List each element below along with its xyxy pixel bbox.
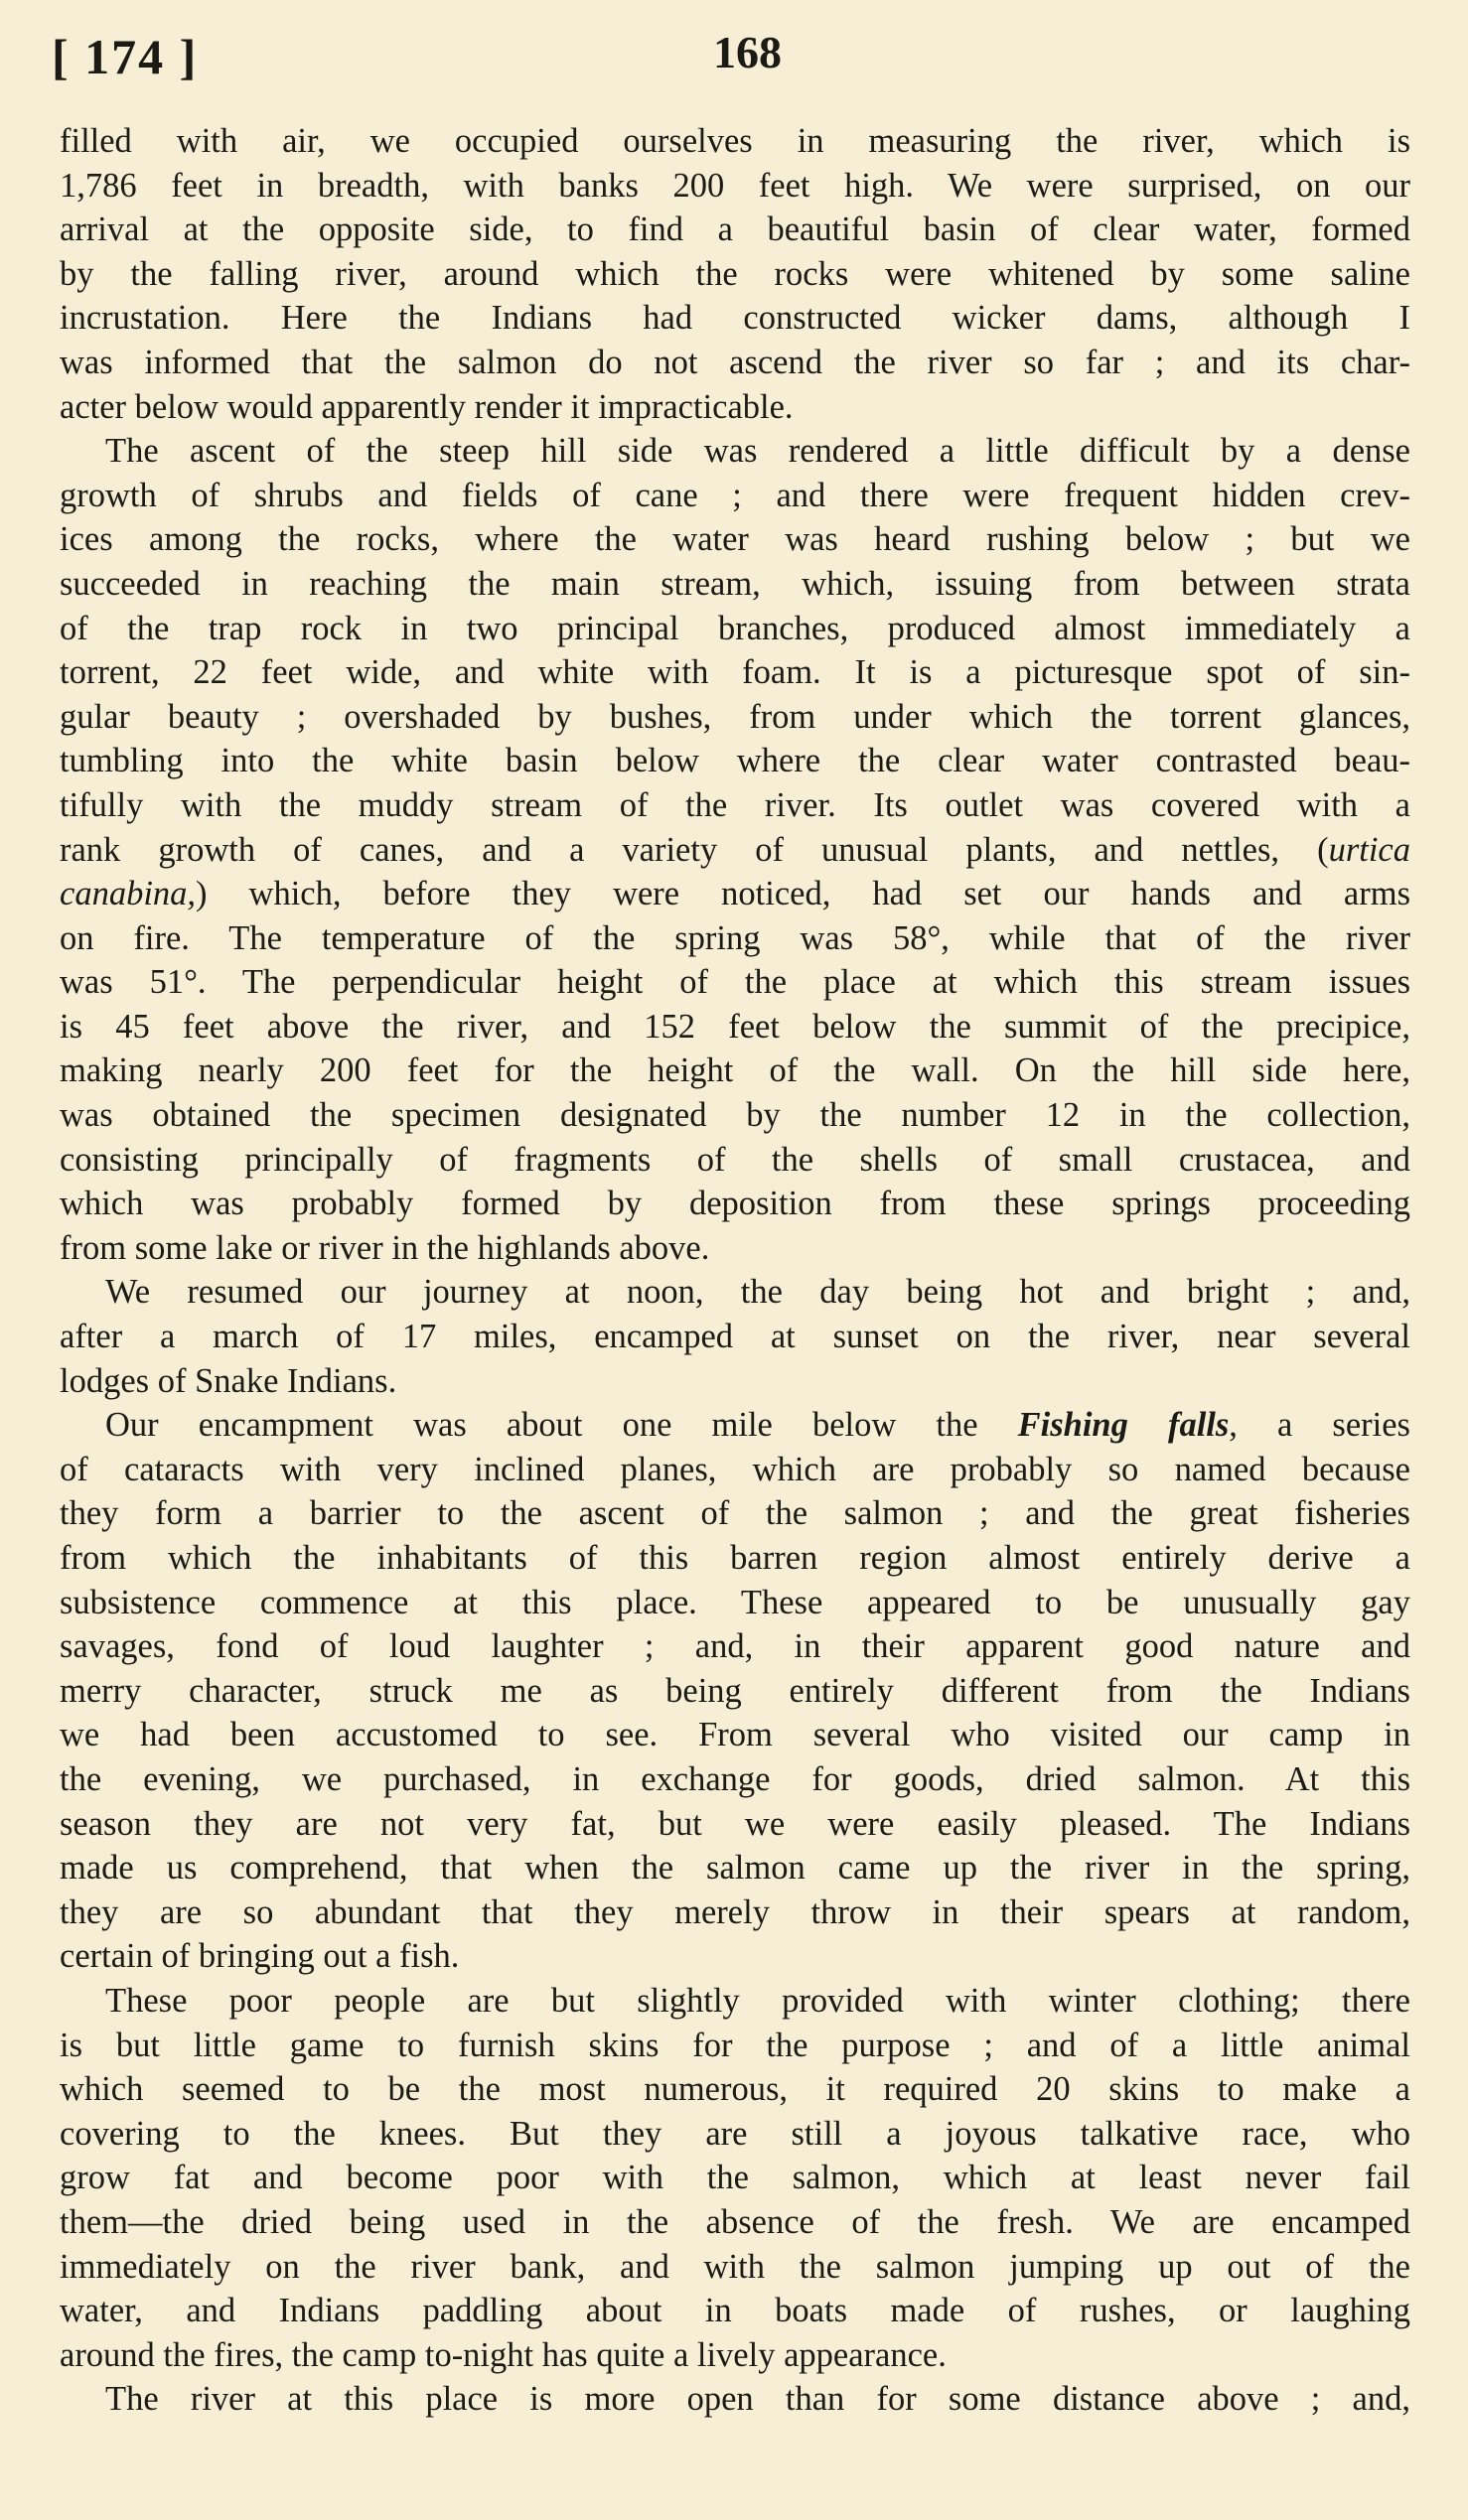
text-line: covering to the knees. But they are still a joyous talkative race, who bbox=[60, 2114, 1410, 2153]
text-line: of cataracts with very inclined planes, which are probably so named because bbox=[60, 1450, 1410, 1488]
text-line: by the falling river, around which the rocks were whitened by some saline bbox=[60, 254, 1410, 293]
text-line: The river at this place is more open than for some distance above ; and, bbox=[105, 2380, 1410, 2419]
emphasized-term: canabina, bbox=[60, 875, 197, 913]
text-line: around the fires, the camp to-night has quite a lively appearance. bbox=[60, 2335, 947, 2374]
text-line: growth of shrubs and fields of cane ; and there were frequent hidden crev- bbox=[60, 476, 1410, 514]
text-line: succeeded in reaching the main stream, which, issuing from between strata bbox=[60, 564, 1410, 603]
text-line: filled with air, we occupied ourselves in measuring the river, which is bbox=[60, 122, 1410, 160]
text-line: savages, fond of loud laughter ; and, in their apparent good nature and bbox=[60, 1627, 1410, 1666]
text-line: after a march of 17 miles, encamped at sunset on the river, near several bbox=[60, 1318, 1410, 1356]
text-line: was obtained the specimen designated by the number 12 in the collection, bbox=[60, 1096, 1410, 1135]
text-line: canabina,) which, before they were noticed, had set our hands and arms bbox=[60, 875, 1410, 913]
text-line: torrent, 22 feet wide, and white with foam. It is a picturesque spot of sin- bbox=[60, 653, 1410, 692]
text-line: was 51°. The perpendicular height of the place at which this stream issues bbox=[60, 963, 1410, 1002]
text-line: Our encampment was about one mile below the Fishing falls, a series bbox=[105, 1406, 1410, 1445]
text-line: grow fat and become poor with the salmon, which at least never fail bbox=[60, 2159, 1410, 2197]
text-line: The ascent of the steep hill side was rendered a little difficult by a dense bbox=[105, 432, 1410, 471]
text-line: from some lake or river in the highlands above. bbox=[60, 1228, 710, 1267]
text-line: certain of bringing out a fish. bbox=[60, 1937, 460, 1976]
text-line: immediately on the river bank, and with the salmon jumping up out of the bbox=[60, 2247, 1410, 2286]
text-line: which was probably formed by deposition from these springs proceeding bbox=[60, 1185, 1410, 1223]
text-line: acter below would apparently render it impracticable. bbox=[60, 387, 794, 426]
text-line: water, and Indians paddling about in boats made of rushes, or laughing bbox=[60, 2292, 1410, 2330]
text-line: 1,786 feet in breadth, with banks 200 feet high. We were surprised, on our bbox=[60, 166, 1410, 205]
text-line: rank growth of canes, and a variety of unusual plants, and nettles, (urtica bbox=[60, 830, 1410, 869]
text-line: We resumed our journey at noon, the day being hot and bright ; and, bbox=[105, 1273, 1410, 1312]
text-line: of the trap rock in two principal branches, produced almost immediately a bbox=[60, 609, 1410, 647]
text-line: These poor people are but slightly provided with winter clothing; there bbox=[105, 1981, 1410, 2020]
text-line: made us comprehend, that when the salmon came up the river in the spring, bbox=[60, 1849, 1410, 1888]
text-line: lodges of Snake Indians. bbox=[60, 1361, 397, 1400]
text-line: making nearly 200 feet for the height of the wall. On the hill side here, bbox=[60, 1051, 1410, 1090]
text-line: on fire. The temperature of the spring was 58°, while that of the river bbox=[60, 918, 1410, 957]
text-line: season they are not very fat, but we were easily pleased. The Indians bbox=[60, 1804, 1410, 1843]
text-line: we had been accustomed to see. From several who visited our camp in bbox=[60, 1716, 1410, 1754]
text-line: tumbling into the white basin below where the clear water contrasted beau- bbox=[60, 742, 1410, 780]
bracketed-folio: [ 174 ] bbox=[52, 29, 199, 84]
text-line: tifully with the muddy stream of the river. Its outlet was covered with a bbox=[60, 785, 1410, 824]
text-line: merry character, struck me as being entirely different from the Indians bbox=[60, 1671, 1410, 1710]
text-line: ices among the rocks, where the water was heard rushing below ; but we bbox=[60, 520, 1410, 559]
emphasized-term: Fishing falls bbox=[1017, 1406, 1230, 1445]
text-line: them—the dried being used in the absence of the fresh. We are encamped bbox=[60, 2202, 1410, 2241]
page-header bbox=[0, 18, 1468, 87]
text-line: they form a barrier to the ascent of the salmon ; and the great fisheries bbox=[60, 1494, 1410, 1533]
text-line: they are so abundant that they merely throw in their spears at random, bbox=[60, 1892, 1410, 1931]
text-line: consisting principally of fragments of the shells of small crustacea, and bbox=[60, 1140, 1410, 1179]
text-line: is 45 feet above the river, and 152 feet below the summit of the precipice, bbox=[60, 1007, 1410, 1046]
text-line: incrustation. Here the Indians had constructed wicker dams, although I bbox=[60, 299, 1410, 338]
text-line: from which the inhabitants of this barren region almost entirely derive a bbox=[60, 1539, 1410, 1577]
text-line: the evening, we purchased, in exchange for goods, dried salmon. At this bbox=[60, 1759, 1410, 1798]
text-line: subsistence commence at this place. These appeared to be unusually gay bbox=[60, 1583, 1410, 1621]
emphasized-term: urtica bbox=[1328, 830, 1410, 869]
page-number: 168 bbox=[713, 27, 782, 77]
text-line: arrival at the opposite side, to find a beautiful basin of clear water, formed bbox=[60, 210, 1410, 249]
text-line: which seemed to be the most numerous, it required 20 skins to make a bbox=[60, 2070, 1410, 2109]
text-line: is but little game to furnish skins for the purpose ; and of a little animal bbox=[60, 2026, 1410, 2064]
text-line: was informed that the salmon do not ascend the river so far ; and its char- bbox=[60, 343, 1410, 381]
text-line: gular beauty ; overshaded by bushes, from under which the torrent glances, bbox=[60, 697, 1410, 736]
body-text bbox=[60, 119, 1410, 2422]
